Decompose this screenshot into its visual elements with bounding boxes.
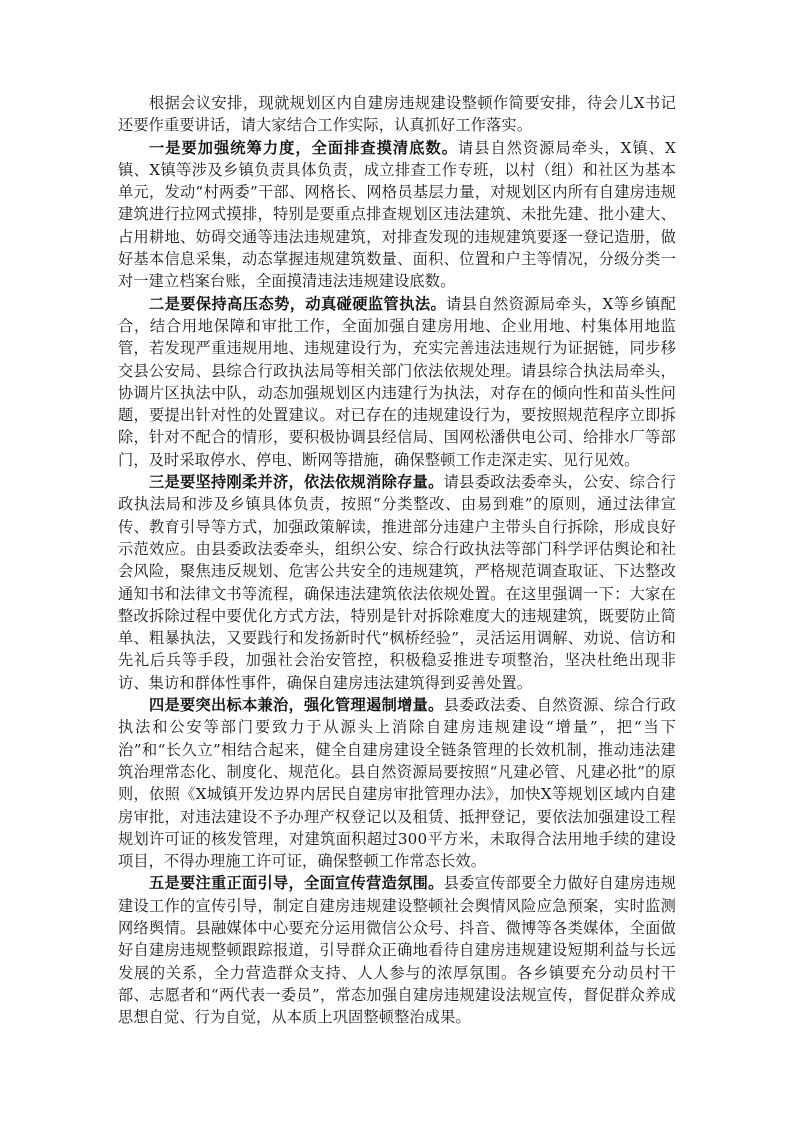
document-page bbox=[118, 92, 676, 1028]
section-body-5: 县委宣传部要全力做好自建房违规建设工作的宣传引导，制定自建房违规建设整顿社会舆情风险应急预案，实时监测网络舆情。县融媒体中心要充分运用微信公众号、抖音、微博等各类媒体，全面做好自建房违规整顿跟踪报道，引导群众正确地看待自建房违规建设短期利益与长远发展的关系，全力营造群众支持、人人参与的浓厚氛围。各乡镇要充分动员村干部、志愿者和“两代表一委员”，常态加强自建房违规建设法规宣传，督促群众养成思想自觉、行为自觉，从本质上巩固整顿整治成果。 bbox=[118, 874, 676, 1027]
section-heading-3: 三是要坚持刚柔并济，依法依规消除存量。 bbox=[149, 473, 444, 492]
intro-paragraph: 根据会议安排，现就规划区内自建房违规建设整顿作简要安排，待会儿X书记还要作重要讲话，请大家结合工作实际，认真抓好工作落实。 bbox=[118, 94, 676, 135]
section-body-1: 请县自然资源局牵头，X镇、X镇、X镇等涉及乡镇负责具体负责，成立排查工作专班，以村（组）和社区为基本单元，发动“村两委”干部、网格长、网格员基层力量，对规划区内所有自建房违规建筑进行拉网式摸排，特别是要重点排查规划区违法建筑、未批先建、批小建大、占用耕地、妨碍交通等违法违规建筑，对排查发现的违规建筑要逐一登记造册，做好基本信息采集，动态掌握违规建筑数量、面积、位置和户主等情况，分级分类一对一建立档案台账，全面摸清违法违规建设底数。 bbox=[118, 138, 676, 291]
section-body-2: 请县自然资源局牵头，X等乡镇配合，结合用地保障和审批工作，全面加强自建房用地、企业用地、村集体用地监管，若发现严重违规用地、违规建设行为，充实完善违法违规行为证据链，同步移交县公安局、县综合行政执法局等相关部门依法依规处理。请县综合执法局牵头，协调片区执法中队，动态加强规划区内违建行为执法，对存在的倾向性和苗头性问题，要提出针对性的处置建议。对已存在的违规建设行为，要按照规范程序立即拆除，针对不配合的情形，要积极协调县经信局、国网松潘供电公司、给排水厂等部门，及时采取停水、停电、断网等措施，确保整顿工作走深走实、见行见效。 bbox=[118, 294, 676, 469]
section-paragraph-3 bbox=[118, 471, 676, 694]
section-paragraph-1 bbox=[118, 137, 676, 293]
section-body-4: 县委政法委、自然资源、综合行政执法和公安等部门要致力于从源头上消除自建房违规建设“增量”，把“当下治”和“长久立”相结合起来，健全自建房建设全链条管理的长效机制，推动违法建筑治理常态化、制度化、规范化。县自然资源局要按照“凡建必管、凡建必批”的原则，依照《X城镇开发边界内居民自建房审批管理办法》，加快X等规划区域内自建房审批，对违法建设不予办理产权登记以及租赁、抵押登记，要依法加强建设工程规划许可证的核发管理，对建筑面积超过300平方米，未取得合法用地手续的建设项目，不得办理施工许可证，确保整顿工作常态长效。 bbox=[118, 696, 676, 871]
section-heading-5: 五是要注重正面引导，全面宣传营造氛围。 bbox=[149, 874, 444, 893]
section-heading-4: 四是要突出标本兼治，强化管理遏制增量。 bbox=[149, 696, 444, 715]
section-heading-2: 二是要保持高压态势，动真碰硬监管执法。 bbox=[149, 294, 447, 313]
section-paragraph-4 bbox=[118, 694, 676, 872]
section-paragraph-2 bbox=[118, 293, 676, 471]
section-body-3: 请县委政法委牵头，公安、综合行政执法局和涉及乡镇具体负责，按照“分类整改、由易到难”的原则，通过法律宣传、教育引导等方式，加强政策解读，推进部分违建户主带头自行拆除，形成良好示范效应。由县委政法委牵头，组织公安、综合行政执法等部门科学评估舆论和社会风险，聚焦违反规划、危害公共安全的违规建筑，严格规范调查取证、下达整改通知书和法律文书等流程，确保违法建筑依法依规处置。在这里强调一下：大家在整改拆除过程中要优化方式方法，特别是针对拆除难度大的违规建筑，既要防止简单、粗暴执法，又要践行和发扬新时代“枫桥经验”，灵活运用调解、劝说、信访和先礼后兵等手段，加强社会治安管控，积极稳妥推进专项整治，坚决杜绝出现非访、集访和群体性事件，确保自建房违法建筑得到妥善处置。 bbox=[118, 473, 676, 692]
section-heading-1: 一是要加强统筹力度，全面排查摸清底数。 bbox=[149, 138, 458, 157]
section-paragraph-5 bbox=[118, 872, 676, 1028]
